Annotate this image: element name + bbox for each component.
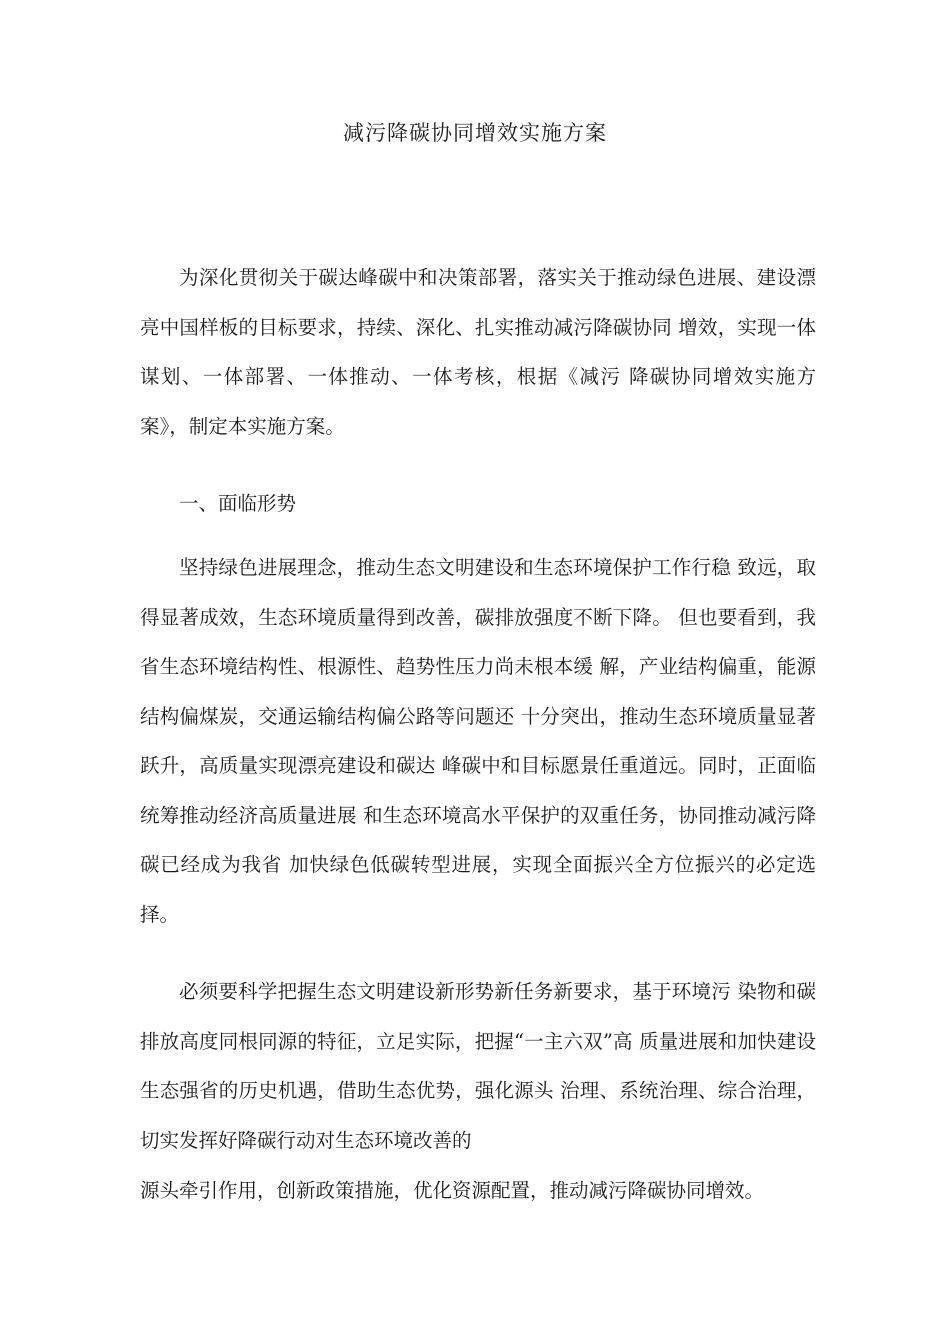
document-title: 减污降碳协同增效实施方案 xyxy=(343,121,607,145)
requirement-paragraph-continued: 源头牵引作用，创新政策措施，优化资源配置，推动减污降碳协同增效。 xyxy=(140,1179,765,1202)
section-heading-situation: 一、面临形势 xyxy=(179,492,297,515)
intro-paragraph: 为深化贯彻关于碳达峰碳中和决策部署，落实关于推动绿色进展、建设漂亮中国样板的目标要求，持续、深化、扎实推动减污降碳协同 增效，实现一体谋划、一体部署、一体推动、一体考核，根据《减污 降碳协同增效实施方案》，制定本实施方案。 xyxy=(140,266,816,438)
situation-paragraph: 坚持绿色进展理念，推动生态文明建设和生态环境保护工作行稳 致远，取得显著成效，生态环境质量得到改善，碳排放强度不断下降。 但也要看到，我省生态环境结构性、根源性、趋势性压力尚未根本缓 解，产业结构偏重，能源结构偏煤炭，交通运输结构偏公路等问题还 十分突出，推动生态环境质量显著跃升，高质量实现漂亮建设和碳达 峰碳中和目标愿景任重道远。同时，正面临统筹推动经济高质量进展 和生态环境高水平保护的双重任务，协同推动减污降碳已经成为我省 加快绿色低碳转型进展，实现全面振兴全方位振兴的必定选择。 xyxy=(140,556,816,926)
requirement-paragraph: 必须要科学把握生态文明建设新形势新任务新要求，基于环境污 染物和碳排放高度同根同源的特征，立足实际，把握“一主六双”高 质量进展和加快建设生态强省的历史机遇，借助生态优势，强化源头 治理、系统治理、综合治理，切实发挥好降碳行动对生态环境改善的 xyxy=(140,980,816,1152)
